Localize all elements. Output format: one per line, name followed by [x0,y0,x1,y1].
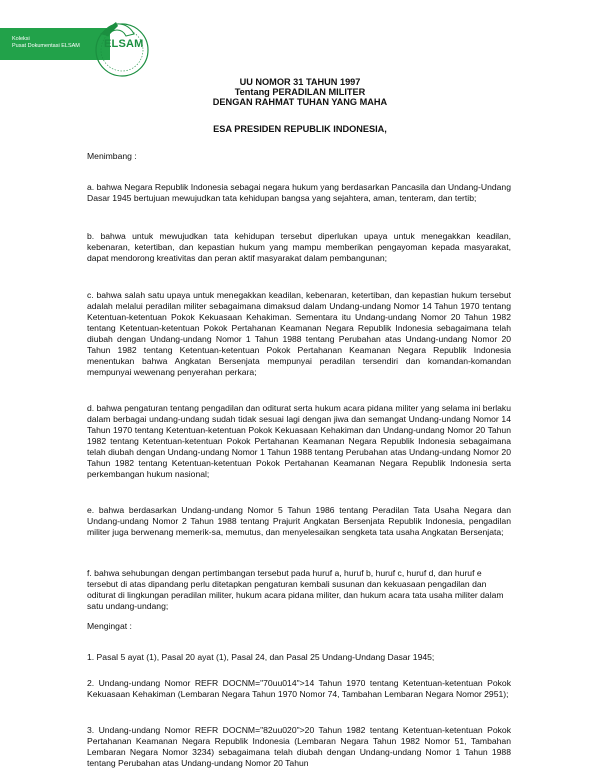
mengingat-item-3: 3. Undang-undang Nomor REFR DOCNM="82uu020">20 Tahun 1982 tentang Ketentuan-ketentuan Pokok Pertahanan Keamanan Negara Republik Indonesia (Lembaran Negara Tahun 1982 Nomor 51, Tambahan Lembaran Negara Nomor 3234) sebagaimana telah diubah dengan Undang-undang Nomor 1 Tahun 1988 tentang Perubahan atas Undang-undang Nomor 20 Tahun [87,724,511,768]
clause-d: d. bahwa pengaturan tentang pengadilan dan oditurat serta hukum acara pidana militer yang selama ini berlaku dalam berbagai undang-undang sudah tidak sesuai lagi dengan jiwa dan semangat Undang-undang Nomor 14 Tahun 1970 tentang Ketentuan-ketentuan Pokok Kekuasaan Kehakiman dan Undang-undang Nomor 20 Tahun 1982 tentang Ketentuan-ketentuan Pokok Pertahanan Keamanan Negara Republik Indonesia sebagaimana telah diubah dengan Undang-undang Nomor 1 Tahun 1988 tentang Perubahan atas Undang-undang Nomor 20 Tahun 1982 tentang Ketentuan-ketentuan Pokok Pertahanan Keamanan Negara Republik Indonesia serta perkembangan hukum nasional; [87,402,511,479]
mengingat-item-2: 2. Undang-undang Nomor REFR DOCNM="70uu014">14 Tahun 1970 tentang Ketentuan-ketentuan Pokok Kekuasaan Kehakiman (Lembaran Negara Tahun 1970 Nomor 74, Tambahan Lembaran Negara Nomor 2951); [87,677,511,699]
title-line-2: Tentang PERADILAN MILITER [234,87,366,97]
clause-c: c. bahwa salah satu upaya untuk menegakkan keadilan, kebenaran, ketertiban, dan kepastian hukum tersebut adalah melalui peradilan militer sebagaimana dimaksud dalam Undang-undang Nomor 14 Tahun 1970 tentang Ketentuan-ketentuan Pokok Kekuasaan Kehakiman. Sementara itu Undang-undang Nomor 20 Tahun 1982 tentang Ketentuan-ketentuan Pokok Pertahanan Keamanan Negara Republik Indonesia sebagaimana telah diubah dengan Undang-undang Nomor 1 Tahun 1988 tentang Perubahan atas Undang-undang Nomor 20 Tahun 1982 tentang Ketentuan-ketentuan Pokok Pertahanan Keamanan Negara Republik Indonesia menentukan bahwa Angkatan Bersenjata mempunyai peradilan tersendiri dan komandan-komandan mempunyai wewenang penyerahan perkara; [87,289,511,377]
title-line-1: UU NOMOR 31 TAHUN 1997 [239,77,361,87]
mengingat-heading: Mengingat : [87,621,132,631]
logo-wordmark: ELSAM [104,38,144,50]
collection-label: Koleksi [12,36,30,42]
document-title [0,77,600,107]
president-heading: ESA PRESIDEN REPUBLIK INDONESIA, [213,124,387,134]
menimbang-heading: Menimbang : [87,151,137,161]
clause-a: a. bahwa Negara Republik Indonesia sebagai negara hukum yang berdasarkan Pancasila dan Undang-Undang Dasar 1945 bertujuan mewujudkan tata kehidupan bangsa yang sejahtera, aman, tenteram, dan tertib; [87,181,511,203]
clause-e: e. bahwa berdasarkan Undang-undang Nomor 5 Tahun 1986 tentang Peradilan Tata Usaha Negara dan Undang-undang Nomor 2 Tahun 1988 tentang Prajurit Angkatan Bersenjata Republik Indonesia, pengadilan militer juga berwenang memerik-sa, memutus, dan menyelesaikan sengketa tata usaha Angkatan Bersenjata; [87,504,511,537]
title-line-3: DENGAN RAHMAT TUHAN YANG MAHA [212,97,388,107]
collection-banner-text [12,36,80,50]
mengingat-item-1: 1. Pasal 5 ayat (1), Pasal 20 ayat (1), Pasal 24, dan Pasal 25 Undang-Undang Dasar 1945; [87,651,435,662]
clause-f: f. bahwa sehubungan dengan pertimbangan tersebut pada huruf a, huruf b, huruf c, huruf d, dan huruf e tersebut di atas dipandang perlu ditetapkan pengaturan kembali susunan dan kekuasaan pengadilan dan oditurat di lingkungan peradilan militer, hukum acara pidana militer, dan hukum acara tata usaha militer dalam satu undang-undang; [87,567,504,611]
elsam-logo [82,18,172,80]
clause-b: b. bahwa untuk mewujudkan tata kehidupan tersebut diperlukan upaya untuk menegakkan keadilan, kebenaran, ketertiban, dan kepastian hukum yang mampu memberikan pengayoman kepada masyarakat, dapat mendorong kreativitas dan peran aktif masyarakat dalam pembangunan; [87,230,511,263]
collection-source: Pusat Dokumentasi ELSAM [12,43,80,49]
